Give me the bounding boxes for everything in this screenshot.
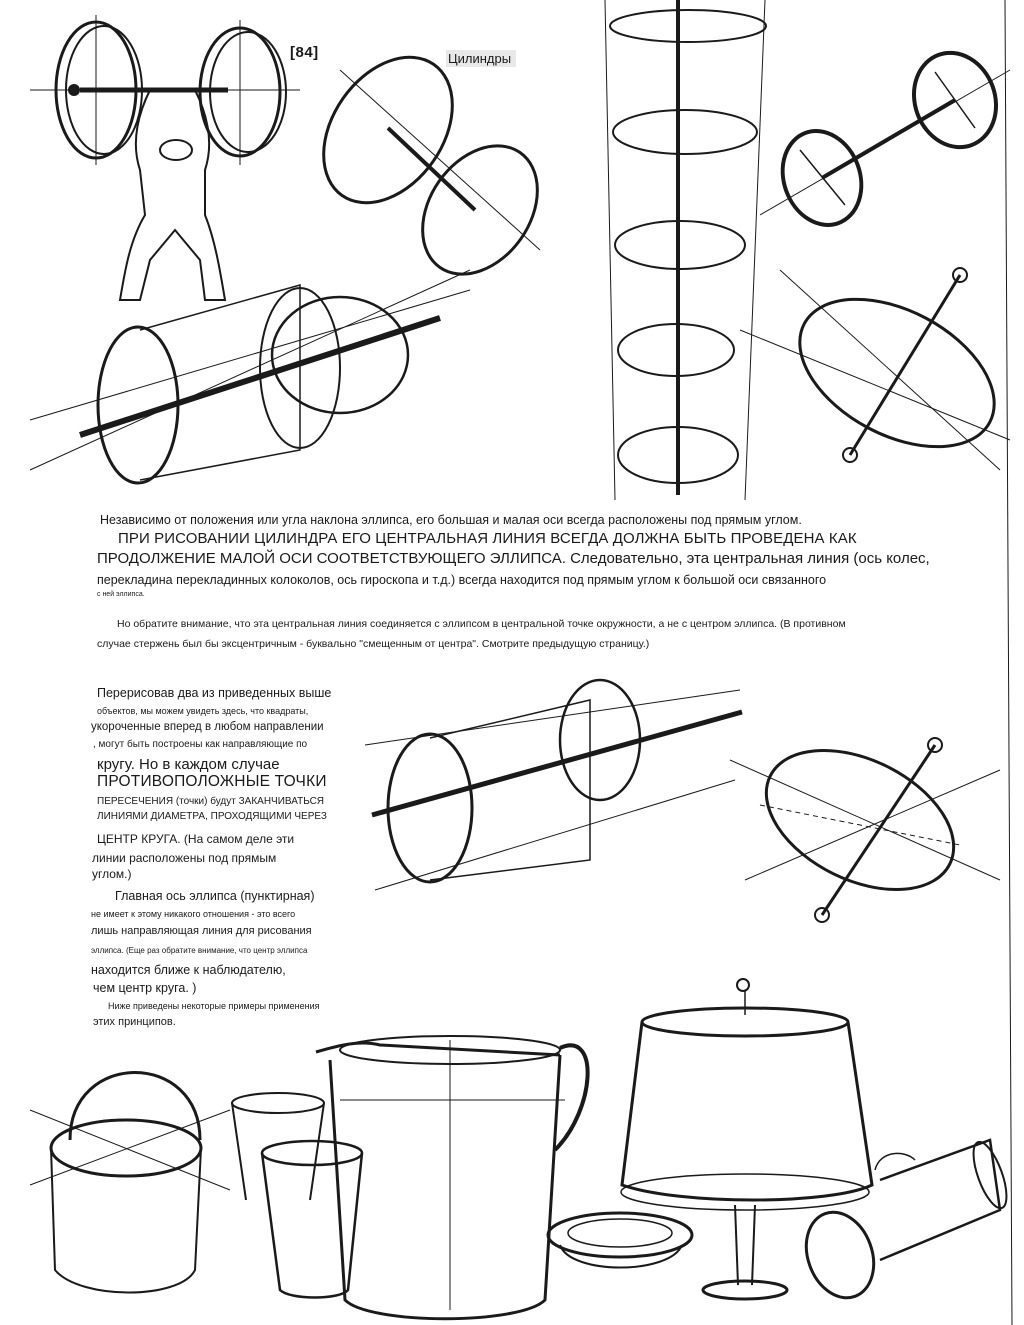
lamp-drawing [621, 979, 872, 1299]
ashtray-drawing [548, 1213, 692, 1268]
side-line-3: укороченные вперед в любом направлении [91, 721, 324, 733]
cylinder-pair-drawing [30, 270, 470, 483]
jug-drawing [316, 1036, 588, 1319]
side-line-13: не имеет к этому никакого отношения - это всего [91, 909, 296, 919]
side-line-8: ЛИНИЯМИ ДИАМЕТРА, ПРОХОДЯЩИМИ ЧЕРЕЗ [97, 811, 327, 822]
side-line-6: ПРОТИВОПОЛОЖНЫЕ ТОЧКИ [97, 773, 327, 790]
side-line-12: Главная ось эллипса (пунктирная) [115, 889, 315, 903]
side-line-15: эллипса. (Еще раз обратите внимание, что центр эллипса [91, 946, 308, 955]
side-line-17: чем центр круга. ) [93, 981, 197, 995]
side-line-18: Ниже приведены некоторые примеры применения [108, 1001, 320, 1011]
page-edge [1005, 0, 1012, 1325]
page-number: [84] [290, 44, 319, 61]
side-line-14: лишь направляющая линия для рисования [91, 925, 312, 937]
construction-gyroscope-drawing [730, 722, 1000, 922]
paragraph-2-line-4: с ней эллипса. [97, 591, 145, 598]
disk-axle-drawing [297, 33, 561, 296]
paragraph-2-line-3: перекладина перекладинных колоколов, ось гироскопа и т.д.) всегда находится под прямым углом к большой оси связанного [97, 573, 827, 587]
vertical-disks-drawing [605, 0, 766, 500]
side-line-16: находится ближе к наблюдателю, [91, 963, 286, 977]
gyroscope-drawing [740, 268, 1019, 477]
paragraph-2-line-1: ПРИ РИСОВАНИИ ЦИЛИНДРА ЕГО ЦЕНТРАЛЬНАЯ ЛИНИЯ ВСЕГДА ДОЛЖНА БЫТЬ ПРОВЕДЕНА КАК [118, 530, 857, 547]
weightlifter-drawing [30, 15, 300, 300]
side-line-7: ПЕРЕСЕЧЕНИЯ (точки) будут ЗАКАНЧИВАТЬСЯ [97, 796, 325, 807]
side-line-1: Перерисовав два из приведенных выше [97, 686, 332, 700]
side-line-10: линии расположены под прямым [92, 851, 277, 865]
side-line-11: углом.) [92, 867, 132, 881]
paragraph-3-line-1: Но обратите внимание, что эта центральная линия соединяется с эллипсом в центральной точке окружности, а не с центром эллипса. (В противном [117, 618, 846, 630]
side-line-4: , могут быть построены как направляющие по [93, 739, 308, 750]
paragraph-2-line-2: ПРОДОЛЖЕНИЕ МАЛОЙ ОСИ СООТВЕТСТВУЮЩЕГО ЭЛЛИПСА. Следовательно, эта центральная линия (ось колес, [97, 550, 930, 567]
scroll-drawing [795, 1138, 1013, 1307]
side-line-5: кругу. Но в каждом случае [97, 756, 280, 773]
chapter-title: Цилиндры [446, 50, 516, 67]
side-line-19: этих принципов. [93, 1016, 176, 1028]
construction-cylinders-drawing [365, 680, 742, 890]
side-line-9: ЦЕНТР КРУГА. (На самом деле эти [97, 832, 295, 846]
paragraph-3-line-2: случае стержень был бы эксцентричным - буквально "смещенным от центра". Смотрите предыдущую страницу.) [97, 638, 650, 650]
side-line-2: объектов, мы можем увидеть здесь, что квадраты, [97, 706, 309, 716]
basket-drawing [30, 1073, 230, 1293]
wheels-axle-drawing [760, 41, 1010, 236]
paragraph-1: Независимо от положения или угла наклона эллипса, его большая и малая оси всегда расположены под прямым углом. [100, 513, 802, 527]
